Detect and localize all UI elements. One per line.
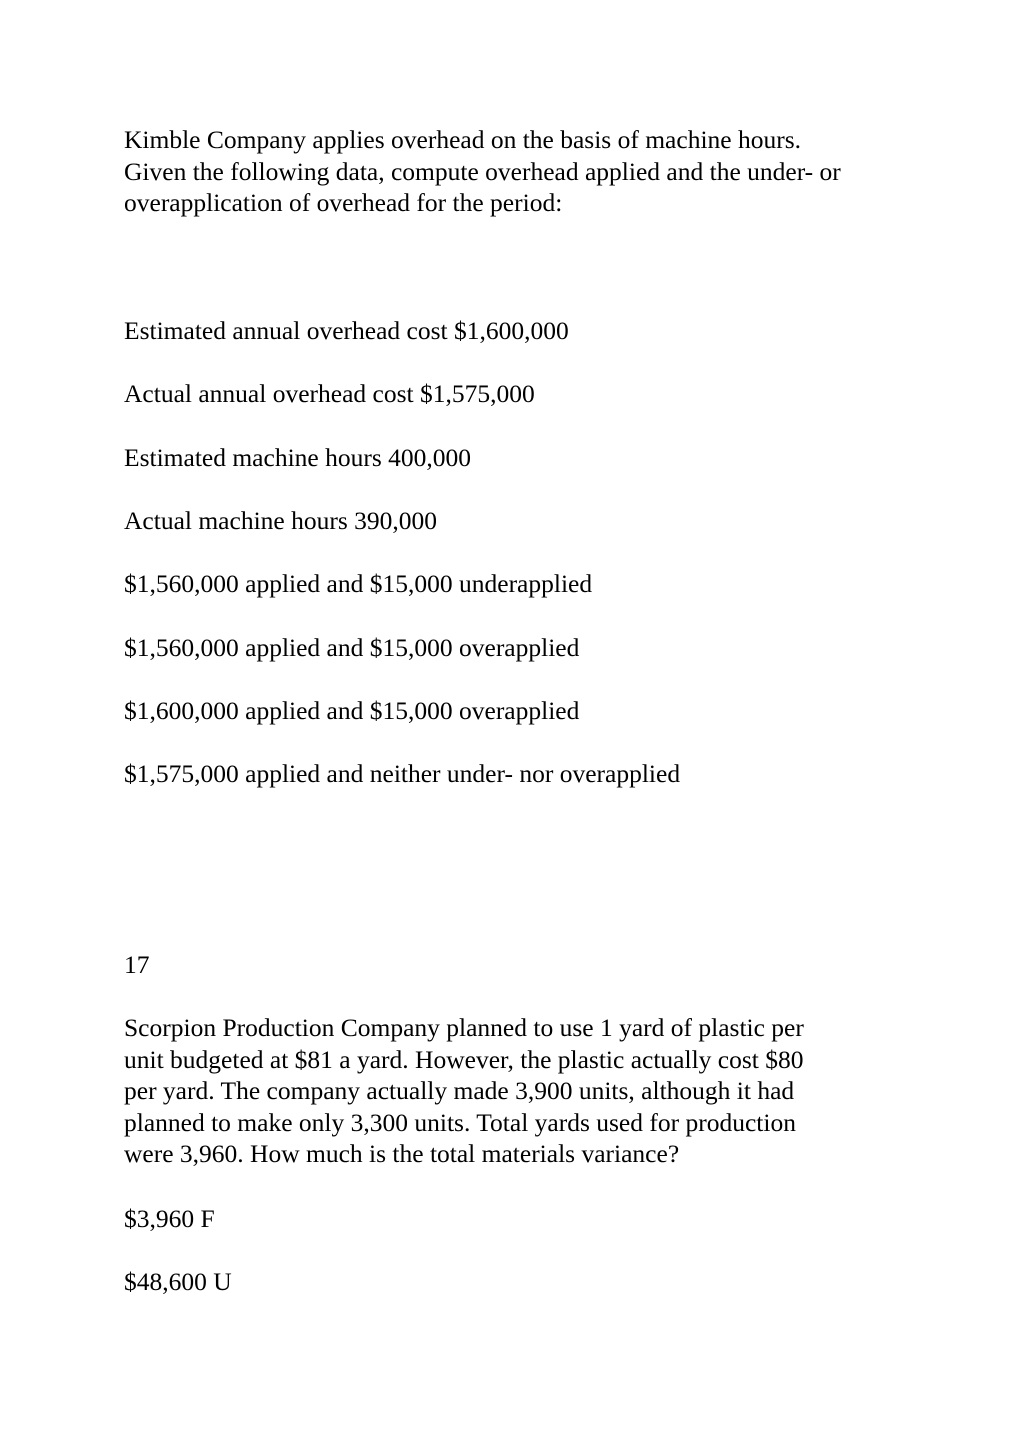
question-17-stem-line: planned to make only 3,300 units. Total yards used for production <box>124 1107 796 1137</box>
question-16-option-b[interactable]: $1,560,000 applied and $15,000 overapplied <box>124 633 580 662</box>
question-16-stem-line: overapplication of overhead for the period: <box>124 188 563 217</box>
question-16-stem-line: Kimble Company applies overhead on the basis of machine hours. <box>124 125 802 154</box>
question-17-option-b[interactable]: $48,600 U <box>124 1267 232 1296</box>
question-16-option-d[interactable]: $1,575,000 applied and neither under- nor overapplied <box>124 759 681 788</box>
data-estimated-overhead: Estimated annual overhead cost $1,600,000 <box>124 316 569 345</box>
data-actual-overhead: Actual annual overhead cost $1,575,000 <box>124 379 535 408</box>
question-17-stem-line: per yard. The company actually made 3,900 units, although it had <box>124 1076 795 1105</box>
question-17-stem-line: unit budgeted at $81 a yard. However, the plastic actually cost $80 <box>124 1044 804 1074</box>
question-16-stem <box>124 124 914 219</box>
question-17-stem-line: Scorpion Production Company planned to use 1 yard of plastic per <box>124 1013 804 1042</box>
question-17-option-a[interactable]: $3,960 F <box>124 1204 215 1233</box>
data-actual-machine-hours: Actual machine hours 390,000 <box>124 506 438 535</box>
question-16-option-c[interactable]: $1,600,000 applied and $15,000 overapplied <box>124 696 580 725</box>
data-estimated-machine-hours: Estimated machine hours 400,000 <box>124 443 472 472</box>
question-17-stem-line: were 3,960. How much is the total materials variance? <box>124 1139 680 1168</box>
question-16-option-a[interactable]: $1,560,000 applied and $15,000 underapplied <box>124 569 593 598</box>
question-17-stem <box>124 1012 914 1170</box>
question-16-stem-line: Given the following data, compute overhead applied and the under- or <box>124 156 841 186</box>
question-17-number: 17 <box>124 950 150 979</box>
